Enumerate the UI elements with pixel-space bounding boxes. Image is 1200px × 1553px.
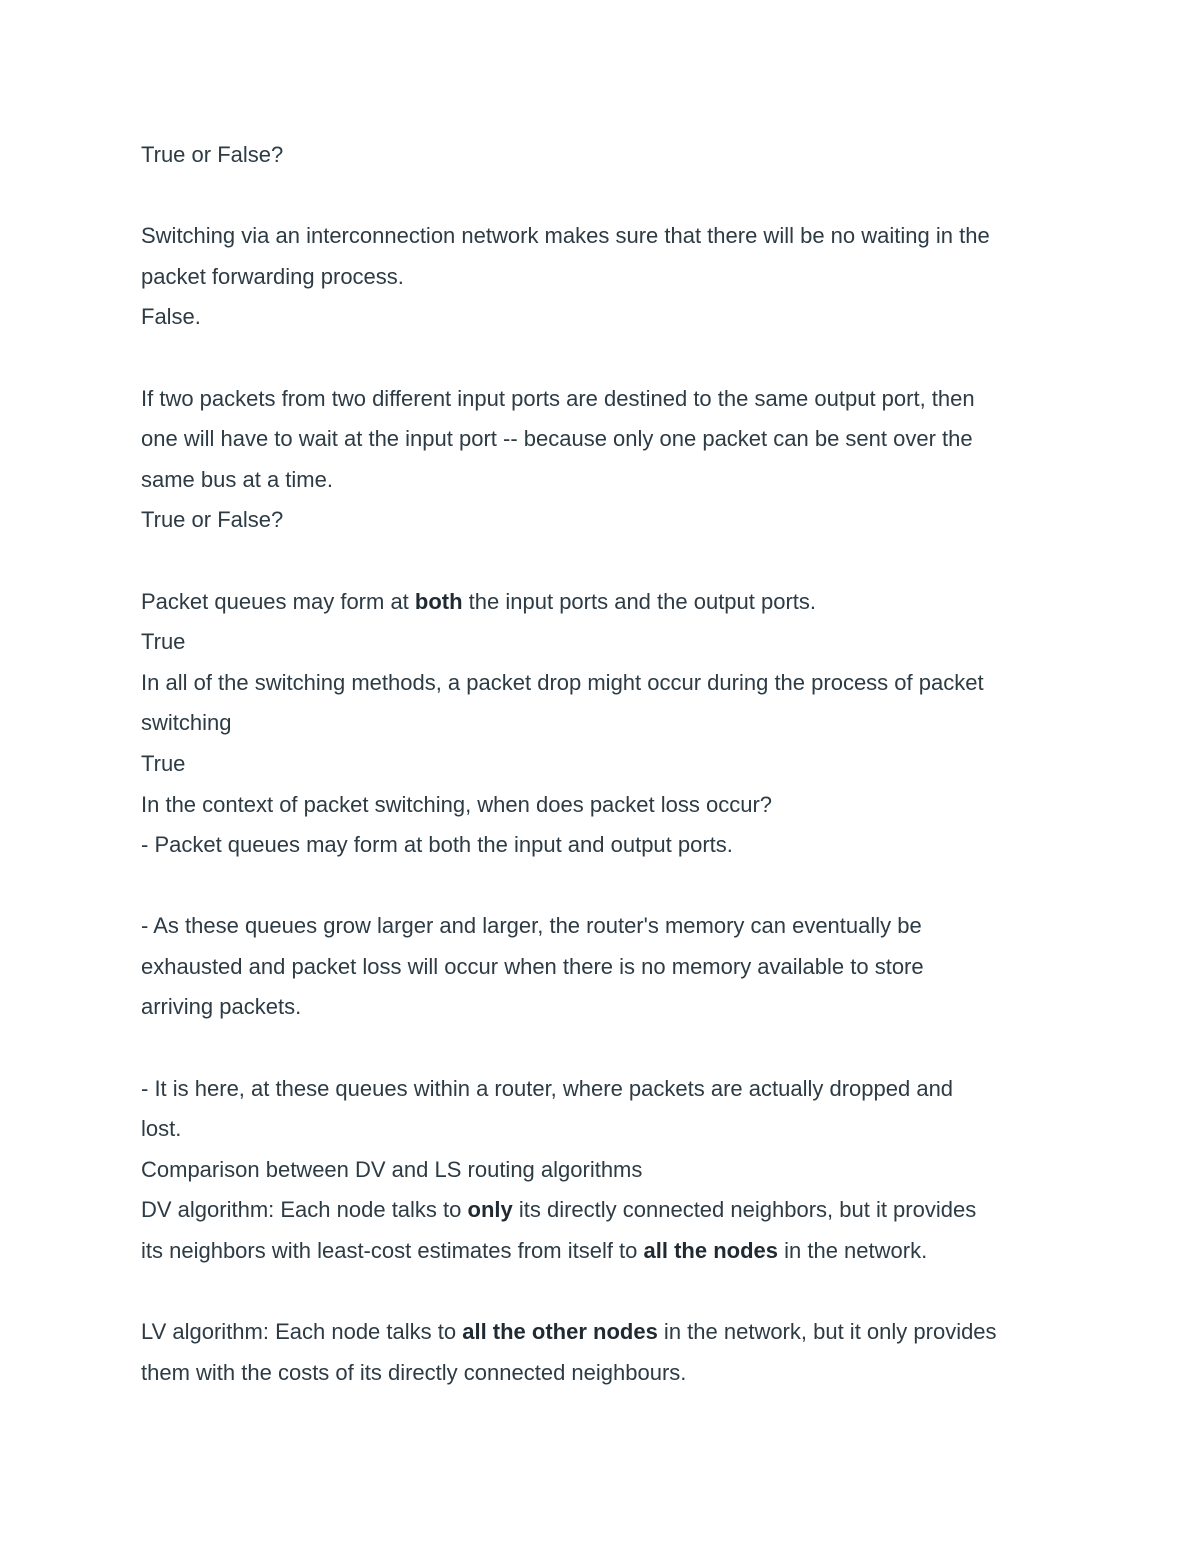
bold-text: all the nodes bbox=[643, 1238, 779, 1264]
text-run: LV algorithm: Each node talks to bbox=[141, 1319, 463, 1345]
answer-text: True bbox=[141, 629, 186, 655]
answer-text: lost. bbox=[141, 1116, 182, 1142]
question-text: In the context of packet switching, when does packet loss occur? bbox=[141, 791, 773, 817]
blank-line bbox=[141, 176, 1071, 217]
bold-text: only bbox=[467, 1197, 513, 1223]
blank-line bbox=[141, 541, 1071, 582]
answer-text: exhausted and packet loss will occur when there is no memory available to store bbox=[141, 953, 924, 979]
question-text bbox=[141, 582, 1071, 623]
question-text: Switching via an interconnection network makes sure that there will be no waiting in the bbox=[141, 223, 990, 249]
answer-text: False. bbox=[141, 304, 201, 330]
text-run: in the network, but it only provides bbox=[657, 1319, 997, 1345]
blank-line bbox=[141, 338, 1071, 379]
question-heading: True or False? bbox=[141, 142, 284, 167]
text-run: its directly connected neighbors, but it provides bbox=[512, 1197, 977, 1223]
blank-line bbox=[141, 866, 1071, 907]
lv-description: them with the costs of its directly connected neighbours. bbox=[141, 1359, 687, 1385]
answer-text: True bbox=[141, 750, 186, 776]
lv-description bbox=[141, 1312, 1071, 1353]
text-run: DV algorithm: Each node talks to bbox=[141, 1197, 468, 1223]
answer-text: arriving packets. bbox=[141, 994, 302, 1020]
answer-text: - Packet queues may form at both the input and output ports. bbox=[141, 832, 733, 858]
answer-text: - As these queues grow larger and larger, the router's memory can eventually be bbox=[141, 913, 922, 939]
answer-text: - It is here, at these queues within a router, where packets are actually dropped and bbox=[141, 1075, 954, 1101]
bold-text: all the other nodes bbox=[462, 1319, 658, 1345]
text-run: Packet queues may form at bbox=[141, 588, 415, 614]
text-run: its neighbors with least-cost estimates from itself to bbox=[141, 1238, 644, 1264]
dv-description bbox=[141, 1190, 1071, 1231]
text-run: in the network. bbox=[778, 1238, 928, 1264]
question-text: switching bbox=[141, 710, 232, 736]
explanation-text: same bus at a time. bbox=[141, 466, 333, 492]
blank-line bbox=[141, 1028, 1071, 1069]
question-heading: True or False? bbox=[141, 507, 284, 533]
document-body bbox=[141, 135, 1071, 1393]
bold-text: both bbox=[414, 588, 463, 614]
question-text: packet forwarding process. bbox=[141, 263, 404, 289]
explanation-text: one will have to wait at the input port -- because only one packet can be sent over the bbox=[141, 426, 973, 452]
dv-description bbox=[141, 1231, 1071, 1272]
explanation-text: If two packets from two different input ports are destined to the same output port, then bbox=[141, 385, 975, 411]
text-run: the input ports and the output ports. bbox=[462, 588, 817, 614]
section-heading: Comparison between DV and LS routing algorithms bbox=[141, 1156, 643, 1182]
blank-line bbox=[141, 1272, 1071, 1313]
question-text: In all of the switching methods, a packet drop might occur during the process of packet bbox=[141, 669, 984, 695]
